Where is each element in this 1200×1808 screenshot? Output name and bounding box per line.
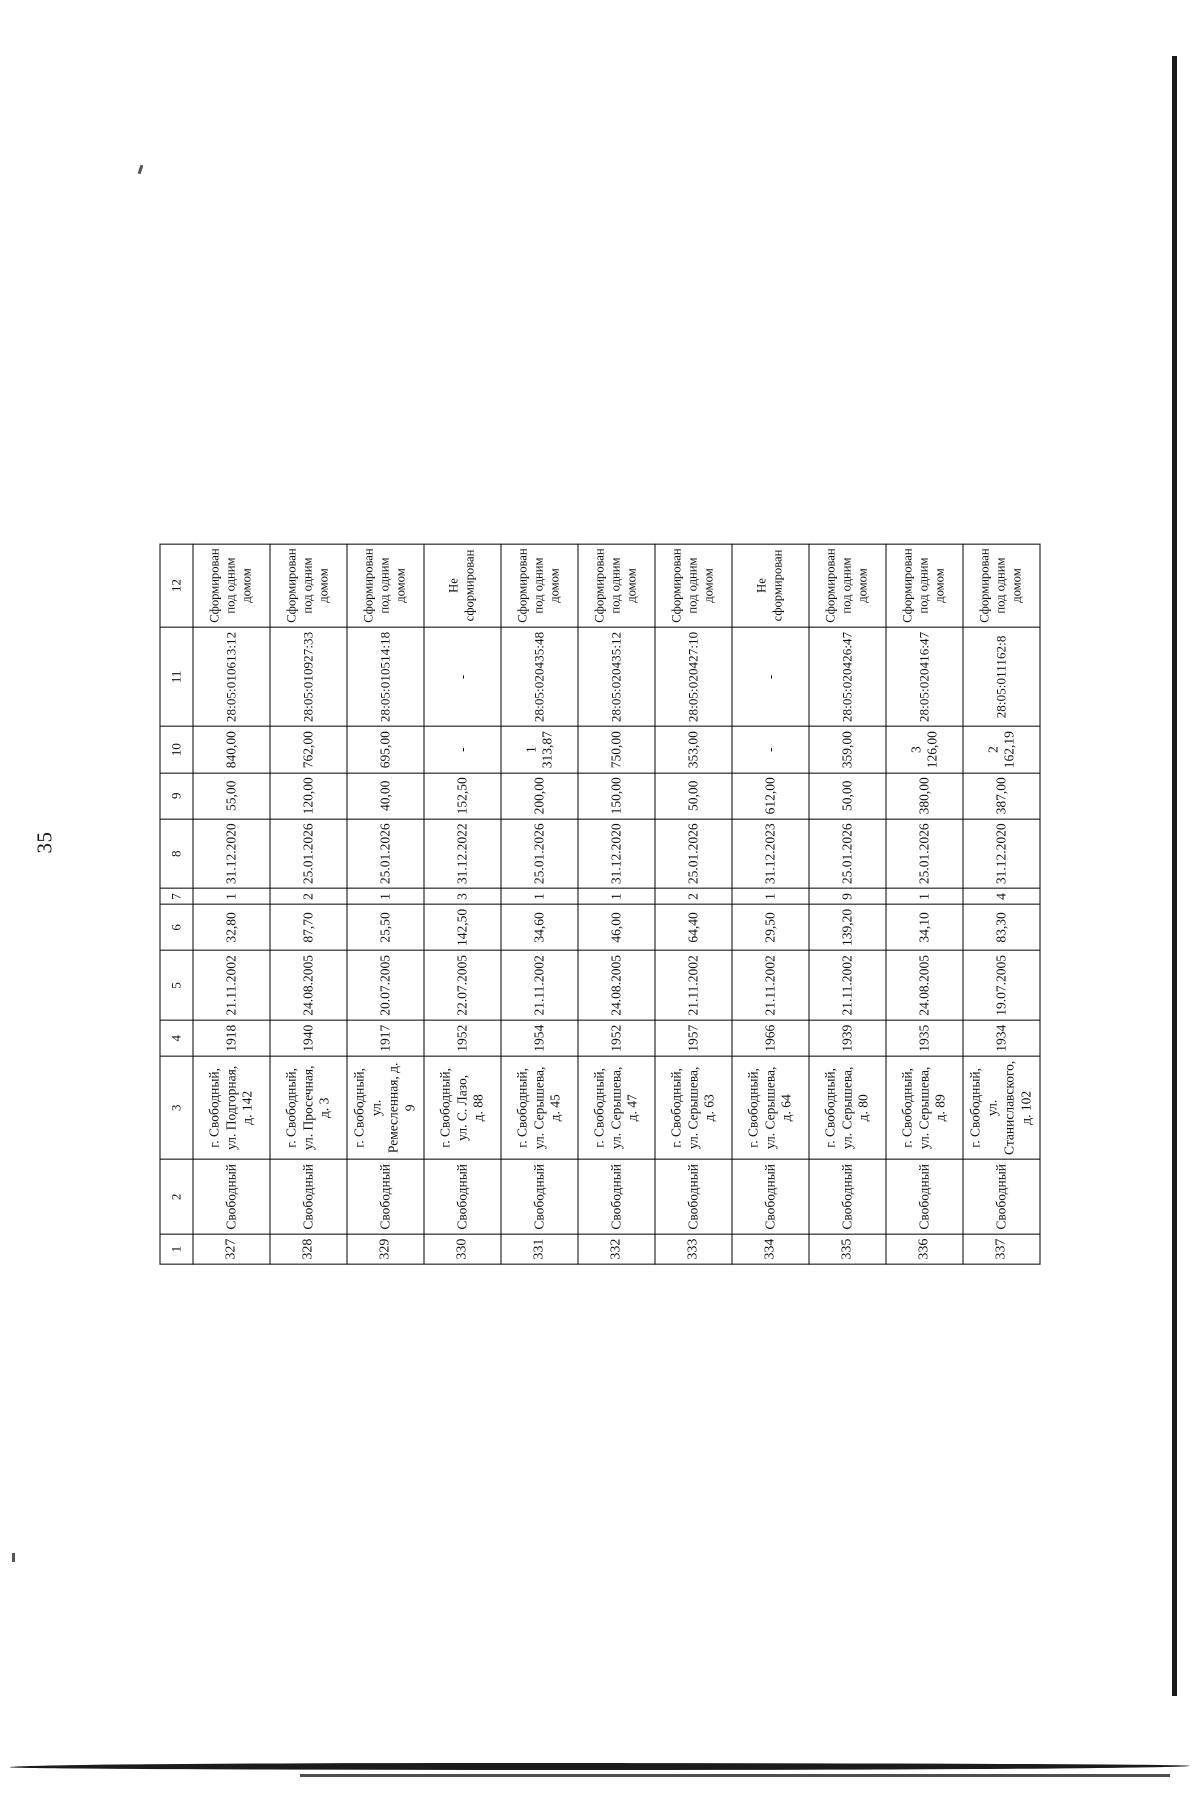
column-header-10: 10 (160, 727, 193, 773)
cell-municipality: Свободный (809, 1159, 886, 1234)
cell-status: Сформирован под одним домом (578, 544, 655, 627)
cell-cadastral-number: 28:05:020426:47 (809, 627, 886, 726)
cell-build-year: 1957 (655, 1020, 732, 1056)
cell-date: 24.08.2005 (578, 950, 655, 1020)
cell-date: 21.11.2002 (809, 950, 886, 1020)
table-header (160, 544, 193, 1264)
cell-municipality: Свободный (193, 1159, 270, 1234)
cell-status: Сформирован под одним домом (193, 544, 270, 627)
cell-address: г. Свободный, ул. Серышева, д. 80 (809, 1056, 886, 1159)
table-row (963, 544, 1040, 1264)
cell-value-10: 359,00 (809, 727, 886, 773)
cell-area: 139,20 (809, 904, 886, 950)
cell-value-9: 55,00 (193, 773, 270, 819)
column-header-11: 11 (160, 627, 193, 726)
cell-value-10: 840,00 (193, 727, 270, 773)
cell-status: Не сформирован (732, 544, 809, 627)
table-row (424, 544, 501, 1264)
cell-status: Сформирован под одним домом (655, 544, 732, 627)
table-header-row (160, 544, 193, 1264)
cell-value-9: 387,00 (963, 773, 1040, 819)
cell-build-year: 1939 (809, 1020, 886, 1056)
cell-count: 3 (424, 889, 501, 905)
cell-row-number: 328 (270, 1234, 347, 1264)
rotated-table-container (160, 543, 1041, 1264)
cell-value-9: 50,00 (809, 773, 886, 819)
cell-build-year: 1966 (732, 1020, 809, 1056)
column-header-7: 7 (160, 889, 193, 905)
cell-value-9: 612,00 (732, 773, 809, 819)
column-header-2: 2 (160, 1159, 193, 1234)
cell-build-year: 1952 (578, 1020, 655, 1056)
cell-value-9: 200,00 (501, 773, 578, 819)
column-header-12: 12 (160, 544, 193, 627)
cell-area: 34,10 (886, 904, 963, 950)
column-header-1: 1 (160, 1234, 193, 1264)
cell-status: Сформирован под одним домом (963, 544, 1040, 627)
cell-row-number: 329 (347, 1234, 424, 1264)
cell-build-year: 1917 (347, 1020, 424, 1056)
table-row (270, 544, 347, 1264)
cell-row-number: 330 (424, 1234, 501, 1264)
cell-count: 1 (886, 889, 963, 905)
cell-municipality: Свободный (655, 1159, 732, 1234)
cell-deadline: 31.12.2022 (424, 819, 501, 889)
cell-count: 1 (193, 889, 270, 905)
cell-area: 34,60 (501, 904, 578, 950)
cell-municipality: Свободный (732, 1159, 809, 1234)
cell-build-year: 1940 (270, 1020, 347, 1056)
cell-date: 21.11.2002 (193, 950, 270, 1020)
cell-date: 21.11.2002 (501, 950, 578, 1020)
cell-municipality: Свободный (886, 1159, 963, 1234)
table-body (193, 544, 1040, 1264)
cell-deadline: 25.01.2026 (501, 819, 578, 889)
cell-municipality: Свободный (347, 1159, 424, 1234)
cell-row-number: 327 (193, 1234, 270, 1264)
cell-address: г. Свободный, ул. Серышева, д. 64 (732, 1056, 809, 1159)
cell-municipality: Свободный (501, 1159, 578, 1234)
cell-area: 142,50 (424, 904, 501, 950)
cell-cadastral-number: 28:05:020435:48 (501, 627, 578, 726)
cell-cadastral-number: 28:05:020427:10 (655, 627, 732, 726)
scan-artifact-mark (12, 1553, 15, 1562)
cell-address: г. Свободный, ул. Серышева, д. 89 (886, 1056, 963, 1159)
cell-value-9: 40,00 (347, 773, 424, 819)
scan-edge-bottom-secondary (300, 1774, 1170, 1777)
cell-count: 2 (270, 889, 347, 905)
table-row (809, 544, 886, 1264)
table-row (655, 544, 732, 1264)
cell-row-number: 336 (886, 1234, 963, 1264)
cell-municipality: Свободный (270, 1159, 347, 1234)
cell-cadastral-number: 28:05:020416:47 (886, 627, 963, 726)
cell-area: 29,50 (732, 904, 809, 950)
cell-value-9: 150,00 (578, 773, 655, 819)
cell-value-10: - (424, 727, 501, 773)
cell-area: 87,70 (270, 904, 347, 950)
cell-deadline: 31.12.2023 (732, 819, 809, 889)
cell-build-year: 1954 (501, 1020, 578, 1056)
cell-value-10: 762,00 (270, 727, 347, 773)
cell-date: 20.07.2005 (347, 950, 424, 1020)
cell-cadastral-number: - (424, 627, 501, 726)
cell-count: 2 (655, 889, 732, 905)
cell-status: Сформирован под одним домом (886, 544, 963, 627)
cell-count: 1 (732, 889, 809, 905)
registry-table (160, 543, 1041, 1264)
table-row (578, 544, 655, 1264)
cell-build-year: 1935 (886, 1020, 963, 1056)
cell-value-10: 695,00 (347, 727, 424, 773)
cell-area: 46,00 (578, 904, 655, 950)
cell-deadline: 25.01.2026 (809, 819, 886, 889)
cell-deadline: 31.12.2020 (963, 819, 1040, 889)
cell-value-10: 1 313,87 (501, 727, 578, 773)
cell-row-number: 332 (578, 1234, 655, 1264)
column-header-8: 8 (160, 819, 193, 889)
cell-row-number: 331 (501, 1234, 578, 1264)
cell-date: 24.08.2005 (886, 950, 963, 1020)
cell-build-year: 1952 (424, 1020, 501, 1056)
cell-value-9: 50,00 (655, 773, 732, 819)
cell-cadastral-number: 28:05:010514:18 (347, 627, 424, 726)
cell-value-10: 2 162,19 (963, 727, 1040, 773)
cell-address: г. Свободный, ул. Станиславского, д. 102 (963, 1056, 1040, 1159)
page-number: 35 (32, 831, 57, 854)
cell-value-9: 152,50 (424, 773, 501, 819)
cell-cadastral-number: 28:05:010613:12 (193, 627, 270, 726)
cell-address: г. Свободный, ул. Подгорная, д. 142 (193, 1056, 270, 1159)
cell-municipality: Свободный (424, 1159, 501, 1234)
cell-deadline: 31.12.2020 (578, 819, 655, 889)
table-row (886, 544, 963, 1264)
cell-value-9: 380,00 (886, 773, 963, 819)
cell-address: г. Свободный, ул. Серышева, д. 47 (578, 1056, 655, 1159)
column-header-9: 9 (160, 773, 193, 819)
cell-date: 21.11.2002 (655, 950, 732, 1020)
table-row (732, 544, 809, 1264)
cell-area: 32,80 (193, 904, 270, 950)
cell-address: г. Свободный, ул. Серышева, д. 63 (655, 1056, 732, 1159)
cell-address: г. Свободный, ул. С. Лазо, д. 88 (424, 1056, 501, 1159)
cell-count: 1 (347, 889, 424, 905)
column-header-3: 3 (160, 1056, 193, 1159)
table-row (193, 544, 270, 1264)
cell-count: 4 (963, 889, 1040, 905)
scan-artifact-mark (138, 165, 144, 174)
cell-value-10: 750,00 (578, 727, 655, 773)
cell-status: Не сформирован (424, 544, 501, 627)
cell-build-year: 1934 (963, 1020, 1040, 1056)
cell-value-10: - (732, 727, 809, 773)
cell-date: 19.07.2005 (963, 950, 1040, 1020)
cell-deadline: 25.01.2026 (655, 819, 732, 889)
cell-row-number: 337 (963, 1234, 1040, 1264)
table-row (501, 544, 578, 1264)
cell-deadline: 25.01.2026 (347, 819, 424, 889)
cell-deadline: 31.12.2020 (193, 819, 270, 889)
cell-cadastral-number: 28:05:020435:12 (578, 627, 655, 726)
cell-area: 83,30 (963, 904, 1040, 950)
cell-cadastral-number: 28:05:011162:8 (963, 627, 1040, 726)
cell-address: г. Свободный, ул. Просечная, д. 3 (270, 1056, 347, 1159)
cell-status: Сформирован под одним домом (270, 544, 347, 627)
cell-area: 25,50 (347, 904, 424, 950)
cell-row-number: 333 (655, 1234, 732, 1264)
cell-address: г. Свободный, ул. Серышева, д. 45 (501, 1056, 578, 1159)
column-header-6: 6 (160, 904, 193, 950)
cell-build-year: 1918 (193, 1020, 270, 1056)
cell-area: 64,40 (655, 904, 732, 950)
cell-value-9: 120,00 (270, 773, 347, 819)
cell-value-10: 353,00 (655, 727, 732, 773)
cell-row-number: 335 (809, 1234, 886, 1264)
column-header-5: 5 (160, 950, 193, 1020)
cell-date: 22.07.2005 (424, 950, 501, 1020)
cell-status: Сформирован под одним домом (347, 544, 424, 627)
cell-status: Сформирован под одним домом (809, 544, 886, 627)
cell-count: 1 (578, 889, 655, 905)
cell-count: 1 (501, 889, 578, 905)
cell-address: г. Свободный, ул. Ремесленная, д. 9 (347, 1056, 424, 1159)
scan-edge-bottom (10, 1763, 1190, 1770)
cell-municipality: Свободный (963, 1159, 1040, 1234)
cell-municipality: Свободный (578, 1159, 655, 1234)
scan-edge-right (1172, 56, 1177, 1696)
cell-deadline: 25.01.2026 (270, 819, 347, 889)
table-row (347, 544, 424, 1264)
cell-count: 9 (809, 889, 886, 905)
cell-cadastral-number: 28:05:010927:33 (270, 627, 347, 726)
cell-date: 24.08.2005 (270, 950, 347, 1020)
column-header-4: 4 (160, 1020, 193, 1056)
cell-value-10: 3 126,00 (886, 727, 963, 773)
cell-status: Сформирован под одним домом (501, 544, 578, 627)
cell-cadastral-number: - (732, 627, 809, 726)
cell-row-number: 334 (732, 1234, 809, 1264)
cell-date: 21.11.2002 (732, 950, 809, 1020)
cell-deadline: 25.01.2026 (886, 819, 963, 889)
